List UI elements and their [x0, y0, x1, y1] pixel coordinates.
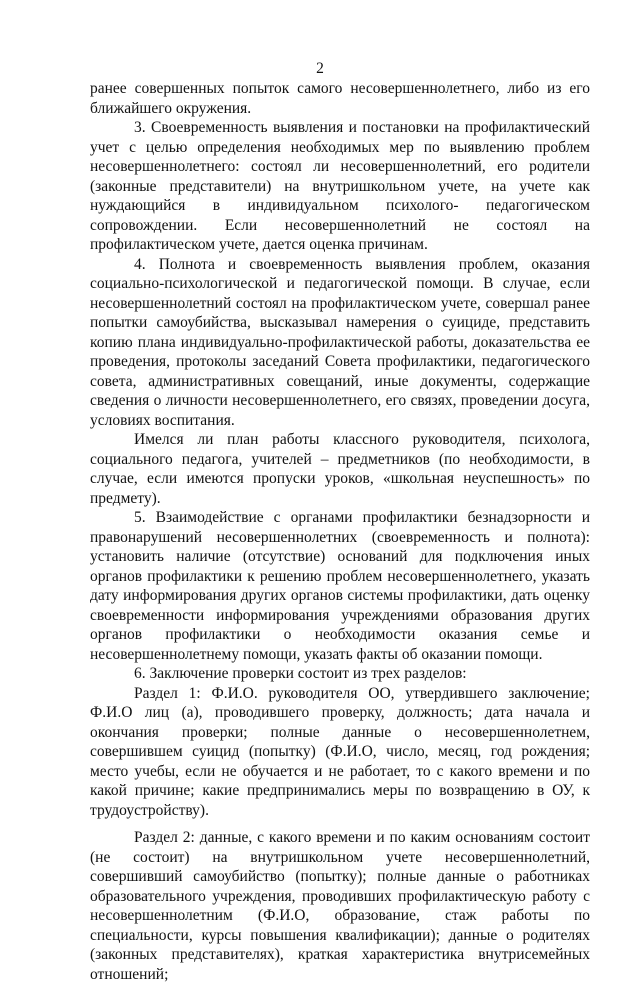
paragraph-item-6: 6. Заключение проверки состоит из трех разделов: — [134, 665, 467, 682]
paragraph-item-3: 3. Своевременность выявления и постановки на профилактический учет с целью определения необходимых мер по выявлению проблем несовершеннолетнего: состоял ли несовершеннолетний, его родители (законные представители) на внутришкольном учете, на учете как нуждающийся в индивидуальном психолого- педагогическом сопровождении. Если несовершеннолетний не состоял на профилактическом учете, дается оценка причинам. — [90, 119, 590, 253]
paragraph-section-2: Раздел 2: данные, с какого времени и по каким основаниям состоит (не состоит) на внутришкольном учете несовершеннолетний, совершивший самоубийство (попытку); полные данные о работниках образовательного учреждения, проводивших профилактическую работу с несовершеннолетним (Ф.И.О, образование, стаж работы по специальности, курсы повышения квалификации); данные о родителях (законных представителях), краткая характеристика внутрисемейных отношений; — [90, 829, 590, 983]
document-body — [90, 79, 590, 984]
paragraph-item-5: 5. Взаимодействие с органами профилактики безнадзорности и правонарушений несовершеннолетних (своевременность и полнота): установить наличие (отсутствие) оснований для подключения иных органов профилактики к решению проблем несовершеннолетнего, указать дату информирования других органов системы профилактики, дать оценку своевременности информирования учреждениями образования других органов профилактики о необходимости оказания семье и несовершеннолетнему помощи, указать факты об оказании помощи. — [90, 509, 590, 663]
page-number: 2 — [316, 60, 324, 77]
paragraph-continuation: ранее совершенных попыток самого несовершеннолетнего, либо из его ближайшего окружения. — [90, 80, 590, 117]
paragraph-plan-question: Имелся ли план работы классного руководителя, психолога, социального педагога, учителей – предметников (по необходимости, в случае, если имеются пропуски уроков, «школьная неуспешность» по предмету). — [90, 431, 590, 507]
paragraph-section-1: Раздел 1: Ф.И.О. руководителя ОО, утвердившего заключение; Ф.И.О лиц (а), проводившего проверку, должность; дата начала и окончания проверки; полные данные о несовершеннолетнем, совершившем суицид (попытку) (Ф.И.О, число, месяц, год рождения; место учебы, если не обучается и не работает, то с какого времени и по какой причине; какие предпринимались меры по возвращению в ОУ, к трудоустройству). — [90, 684, 590, 819]
paragraph-item-4: 4. Полнота и своевременность выявления проблем, оказания социально-психологической и педагогической помощи. В случае, если несовершеннолетний состоял на профилактическом учете, совершал ранее попытки самоубийства, высказывал намерения о суициде, представить копию плана индивидуально-профилактической работы, доказательства ее проведения, протоколы заседаний Совета профилактики, педагогического совета, административных совещаний, иные документы, содержащие сведения о личности несовершеннолетнего, его связях, проведении досуга, условиях воспитания. — [90, 255, 590, 429]
